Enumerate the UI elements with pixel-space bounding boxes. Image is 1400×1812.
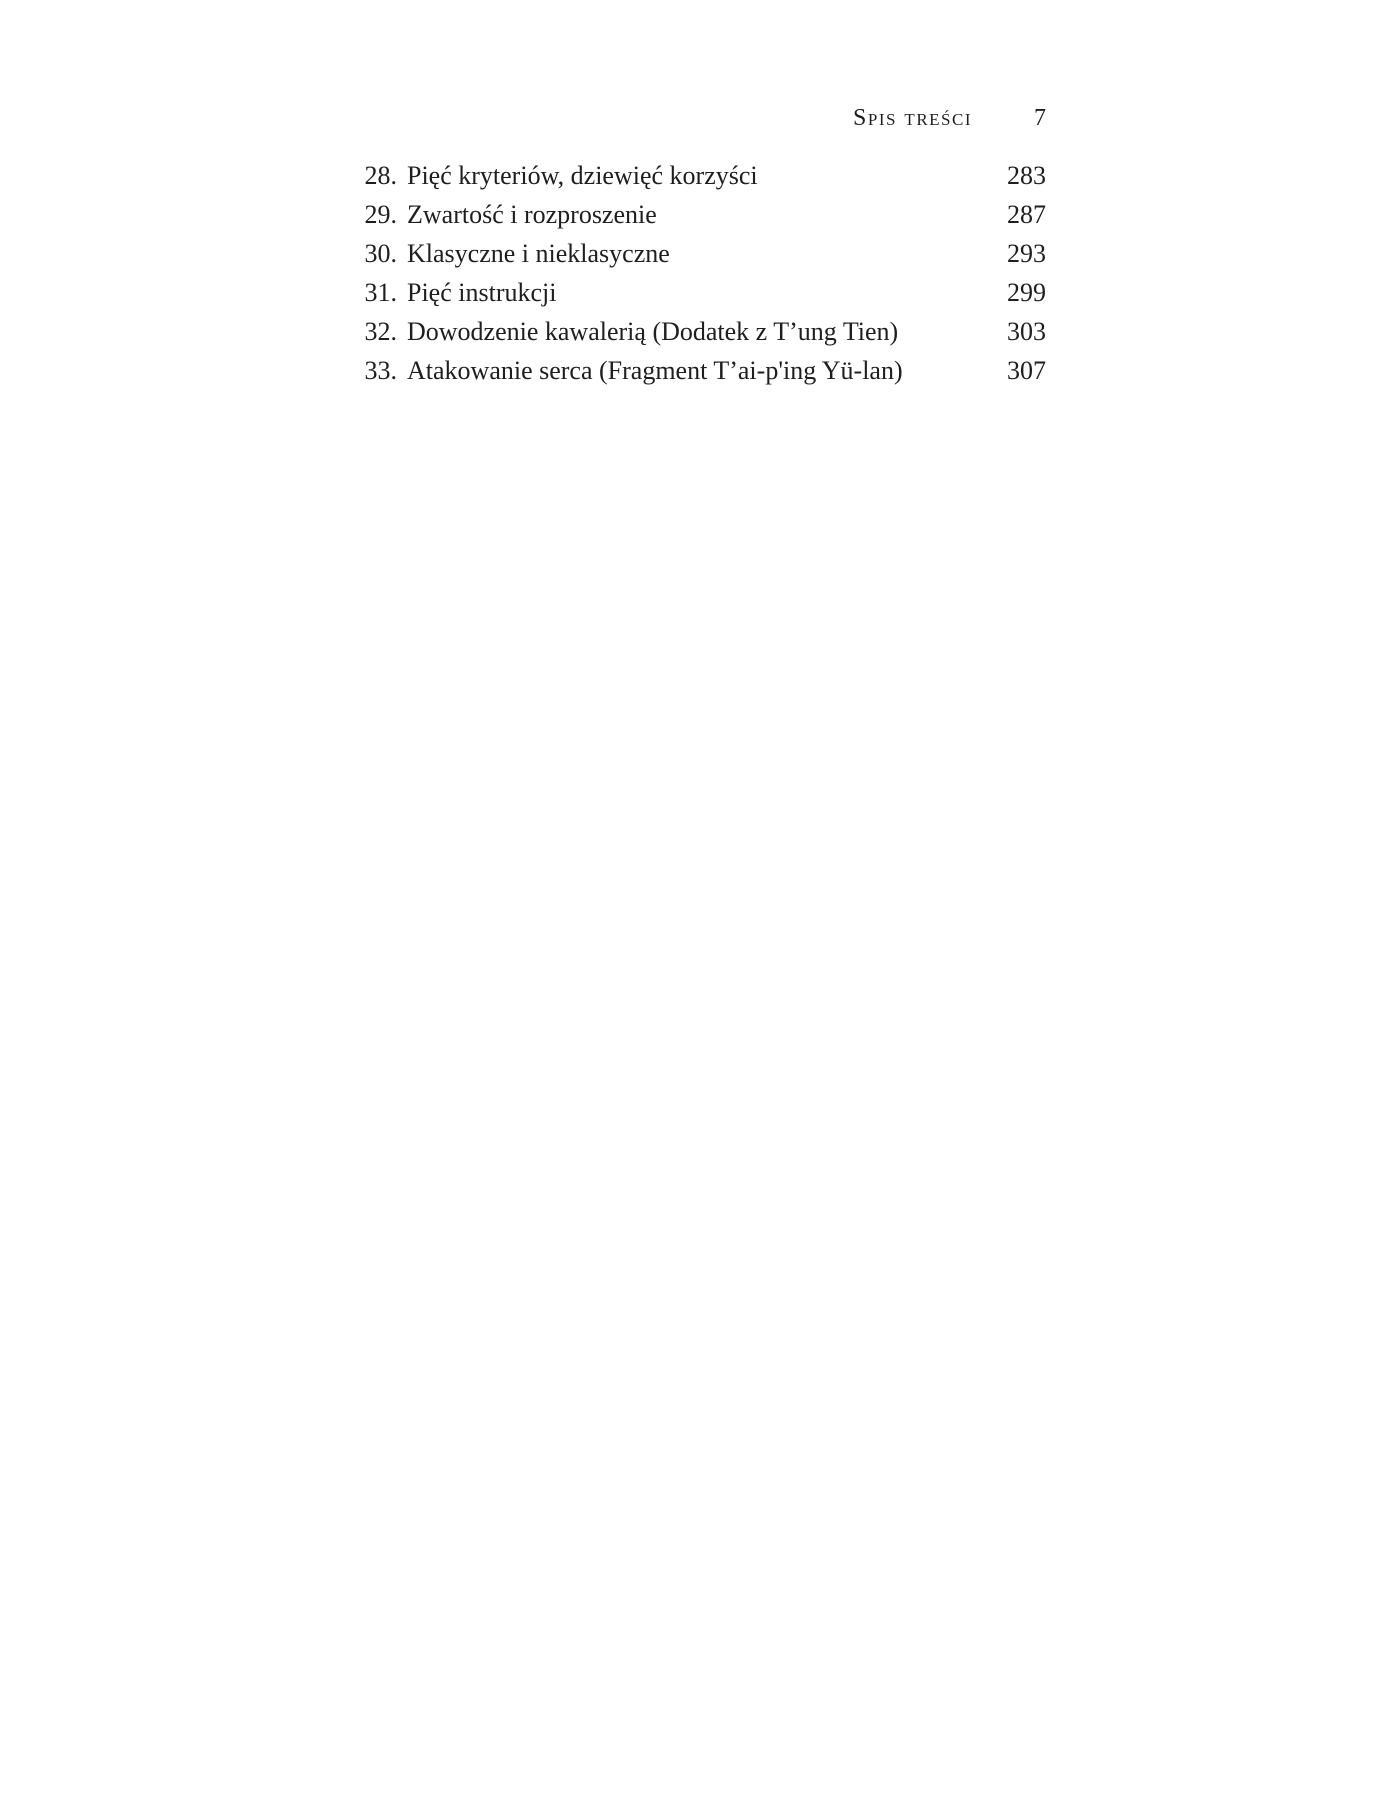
toc-entry-number: 29. [364, 200, 397, 229]
toc-entry-title: Atakowanie serca (Fragment T’ai-p'ing Yü-lan) [407, 356, 903, 385]
toc-entry [355, 234, 1046, 273]
running-head [700, 100, 1046, 136]
running-title: Spis treści [853, 105, 972, 131]
toc-entry [355, 195, 1046, 234]
toc-entry-number: 31. [364, 278, 397, 307]
table-of-contents [355, 156, 1046, 390]
toc-entry-title: Zwartość i rozproszenie [407, 200, 657, 229]
toc-entry-number: 28. [364, 161, 397, 190]
toc-entry-number: 33. [364, 356, 397, 385]
toc-entry-page: 293 [1007, 239, 1046, 268]
toc-entry [355, 273, 1046, 312]
toc-entry-title: Pięć instrukcji [407, 278, 557, 307]
page-number: 7 [1034, 105, 1046, 131]
toc-entry [355, 312, 1046, 351]
toc-entry-title: Dowodzenie kawalerią (Dodatek z T’ung Tien) [407, 317, 899, 346]
toc-entry [355, 351, 1046, 390]
toc-entry-page: 287 [1007, 200, 1046, 229]
toc-entry-page: 299 [1007, 278, 1046, 307]
toc-entry-title: Klasyczne i nieklasyczne [407, 239, 670, 268]
toc-entry [355, 156, 1046, 195]
toc-entry-number: 30. [364, 239, 397, 268]
toc-entry-page: 303 [1007, 317, 1046, 346]
toc-entry-number: 32. [364, 317, 397, 346]
toc-entry-page: 283 [1007, 161, 1046, 190]
toc-entry-title: Pięć kryteriów, dziewięć korzyści [407, 161, 758, 190]
toc-entry-page: 307 [1007, 356, 1046, 385]
